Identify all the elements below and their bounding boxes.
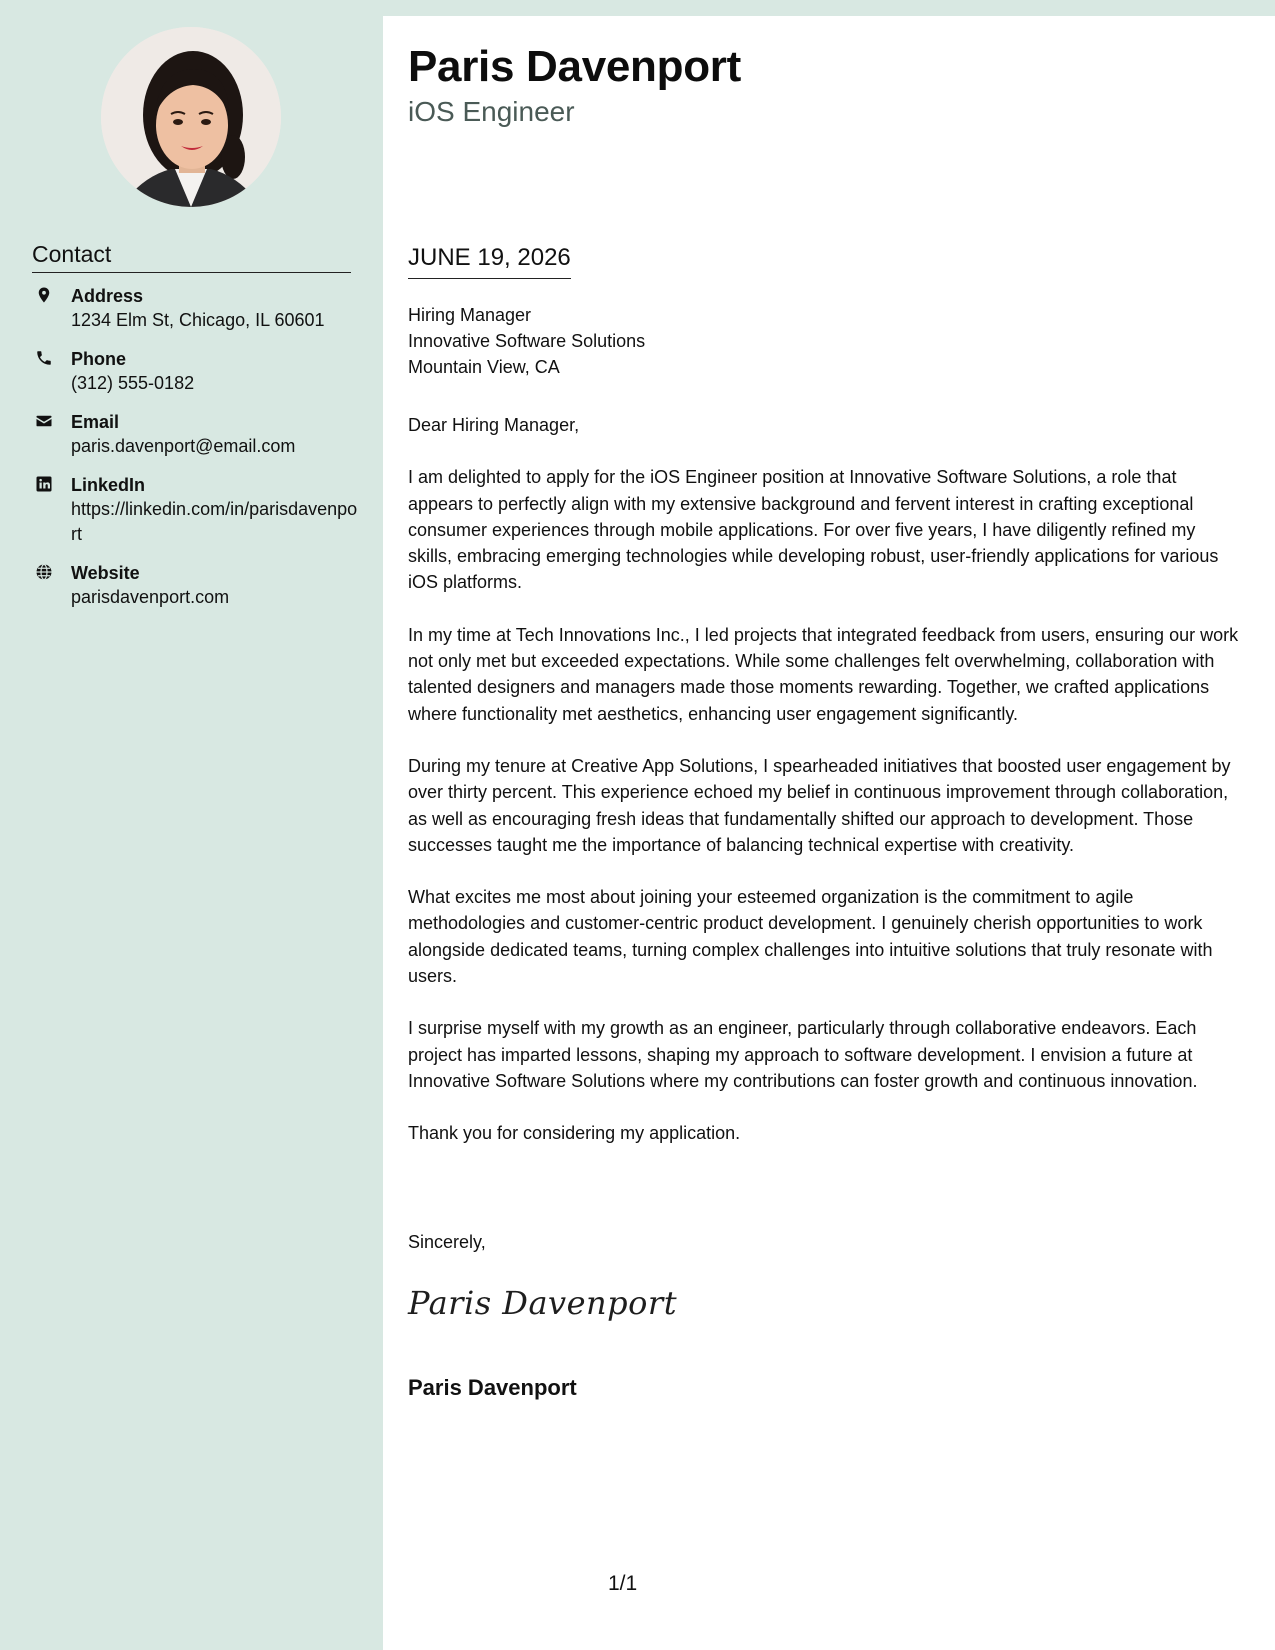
contact-linkedin	[32, 473, 362, 547]
contact-value: 1234 Elm St, Chicago, IL 60601	[71, 310, 325, 330]
paragraph: I surprise myself with my growth as an engineer, particularly through collaborative endeavors. Each project has imparted lessons, shaping my approach to software development. I envision a future at Innovative Software Solutions where my contributions can foster growth and continuous innovation.	[408, 1018, 1198, 1091]
recipient-line: Mountain View, CA	[408, 357, 560, 377]
contact-value[interactable]: parisdavenport.com	[71, 587, 230, 607]
contact-value: paris.davenport@email.com	[71, 436, 296, 456]
contact-website	[32, 561, 362, 610]
recipient-line: Hiring Manager	[408, 305, 532, 325]
contact-label: Website	[71, 563, 140, 583]
closing: Sincerely,	[408, 1232, 486, 1252]
applicant-name: Paris Davenport	[408, 42, 741, 91]
contact-label: Phone	[71, 349, 127, 369]
signer-name: Paris Davenport	[408, 1375, 577, 1400]
contact-email	[32, 410, 362, 459]
contact-label: LinkedIn	[71, 475, 146, 495]
contact-phone	[32, 347, 362, 396]
contact-address	[32, 284, 362, 333]
paragraph: During my tenure at Creative App Solutions, I spearheaded initiatives that boosted user engagement by over thirty percent. This experience echoed my belief in continuous improvement through collaboration, as well as encouraging fresh ideas that fundamentally shifted our approach to development. Those successes taught me the importance of balancing technical expertise with creativity.	[408, 755, 1231, 855]
contact-heading: Contact	[32, 241, 351, 273]
location-pin-icon	[35, 286, 53, 304]
sidebar	[0, 0, 383, 1650]
recipient-line: Innovative Software Solutions	[408, 331, 646, 351]
letter-body	[383, 16, 1275, 1650]
contact-value[interactable]: https://linkedin.com/in/parisdavenport	[71, 499, 358, 544]
recipient-block	[408, 302, 645, 380]
paragraph: I am delighted to apply for the iOS Engineer position at Innovative Software Solutions, a role that appears to perfectly align with my extensive background and fervent interest in crafting exceptional consumer experiences through mobile applications. For over five years, I have diligently refined my skills, embracing emerging technologies while developing robust, user-friendly applications for various iOS platforms.	[408, 467, 1219, 593]
salutation: Dear Hiring Manager,	[408, 415, 580, 435]
letter-text	[408, 412, 1243, 1173]
paragraph: What excites me most about joining your esteemed organization is the commitment to agile methodologies and customer-centric product development. I genuinely cherish opportunities to work alongside dedicated teams, turning complex challenges into intuitive solutions that truly resonate with users.	[408, 887, 1213, 987]
handwritten-signature: Paris Davenport	[408, 1284, 678, 1322]
contact-value: (312) 555-0182	[71, 373, 195, 393]
letter-date: JUNE 19, 2026	[408, 244, 571, 279]
paragraph: Thank you for considering my application.	[408, 1123, 741, 1144]
contact-label: Email	[71, 412, 120, 432]
paragraph: In my time at Tech Innovations Inc., I led projects that integrated feedback from users, ensuring our work not only met but exceeded expectations. While some challenges felt overwhelming, collaboration with talented designers and managers made those moments rewarding. Together, we crafted applications where functionality met aesthetics, enhancing user engagement significantly.	[408, 624, 1239, 724]
envelope-icon	[35, 412, 53, 430]
linkedin-icon	[35, 475, 53, 493]
contact-label: Address	[71, 286, 144, 306]
profile-photo	[101, 27, 281, 207]
phone-icon	[35, 349, 53, 367]
applicant-role: iOS Engineer	[408, 96, 575, 127]
globe-icon	[35, 563, 53, 581]
page-number: 1/1	[608, 1572, 638, 1595]
contact-list	[32, 284, 362, 624]
